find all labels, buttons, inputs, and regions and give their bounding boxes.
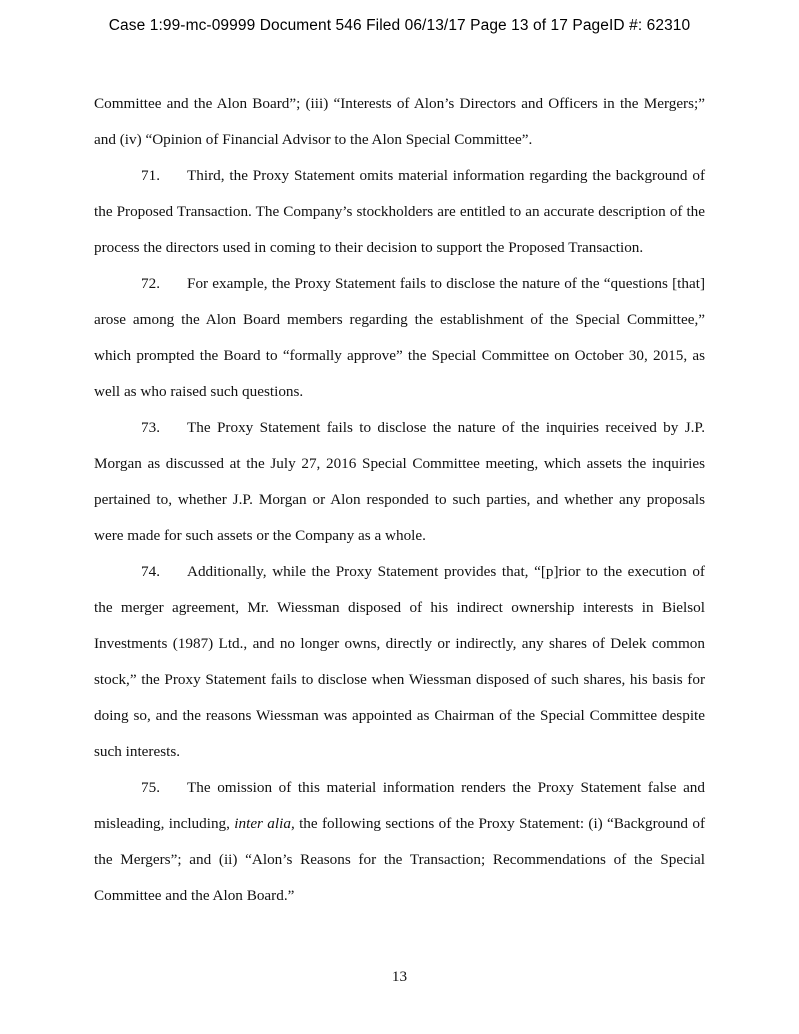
paragraph-text: Third, the Proxy Statement omits material information regarding the background of the Proposed Transaction. The Company’s stockholders are entitled to an accurate description of the process the directors used in coming to their decision to support the Proposed Transaction. — [94, 167, 705, 256]
case-header: Case 1:99-mc-09999 Document 546 Filed 06/13/17 Page 13 of 17 PageID #: 62310 — [108, 17, 691, 34]
paragraph-text-italic: inter alia — [234, 815, 291, 832]
paragraph-text: The Proxy Statement fails to disclose the nature of the inquiries received by J.P. Morgan as discussed at the July 27, 2016 Special Committee meeting, which assets the inquiries pertained to, whether J.P. Morgan or Alon responded to such parties, and whether any proposals were made for such assets or the Company as a whole. — [94, 419, 705, 544]
paragraph-74 — [94, 554, 705, 770]
document-body — [94, 86, 705, 914]
paragraph-72 — [94, 266, 705, 410]
paragraph-text-end: , the following sections of the Proxy Statement: (i) “Background of the Mergers”; and (ii) “Alon’s Reasons for the Transaction; Recommendations of the Special Committee and the Alon Board.” — [94, 815, 706, 904]
paragraph-number: 74. — [141, 563, 160, 580]
paragraph-text: For example, the Proxy Statement fails to disclose the nature of the “questions [that] arose among the Alon Board members regarding the establishment of the Special Committee,” which prompted the Board to “formally approve” the Special Committee on October 30, 2015, as well as who raised such questions. — [94, 275, 705, 400]
page-number: 13 — [391, 968, 408, 985]
paragraph-75 — [94, 770, 705, 914]
paragraph-text: Additionally, while the Proxy Statement provides that, “[p]rior to the execution of the merger agreement, Mr. Wiessman disposed of his indirect ownership interests in Bielsol Investments (1987) Ltd., and no longer owns, directly or indirectly, any shares of Delek common stock,” the Proxy Statement fails to disclose when Wiessman disposed of such shares, his basis for doing so, and the reasons Wiessman was appointed as Chairman of the Special Committee despite such interests. — [94, 563, 705, 760]
paragraph-73 — [94, 410, 705, 554]
continuation-paragraph: Committee and the Alon Board”; (iii) “Interests of Alon’s Directors and Officers in the Mergers;” and (iv) “Opinion of Financial Advisor to the Alon Special Committee”. — [94, 95, 705, 148]
paragraph-number: 72. — [141, 275, 160, 292]
paragraph-number: 71. — [141, 167, 160, 184]
paragraph-71 — [94, 158, 705, 266]
paragraph-text-start: The omission of this material information renders the Proxy Statement false and misleading, including, — [94, 779, 705, 832]
paragraph-number: 73. — [141, 419, 160, 436]
paragraph-number: 75. — [141, 779, 160, 796]
